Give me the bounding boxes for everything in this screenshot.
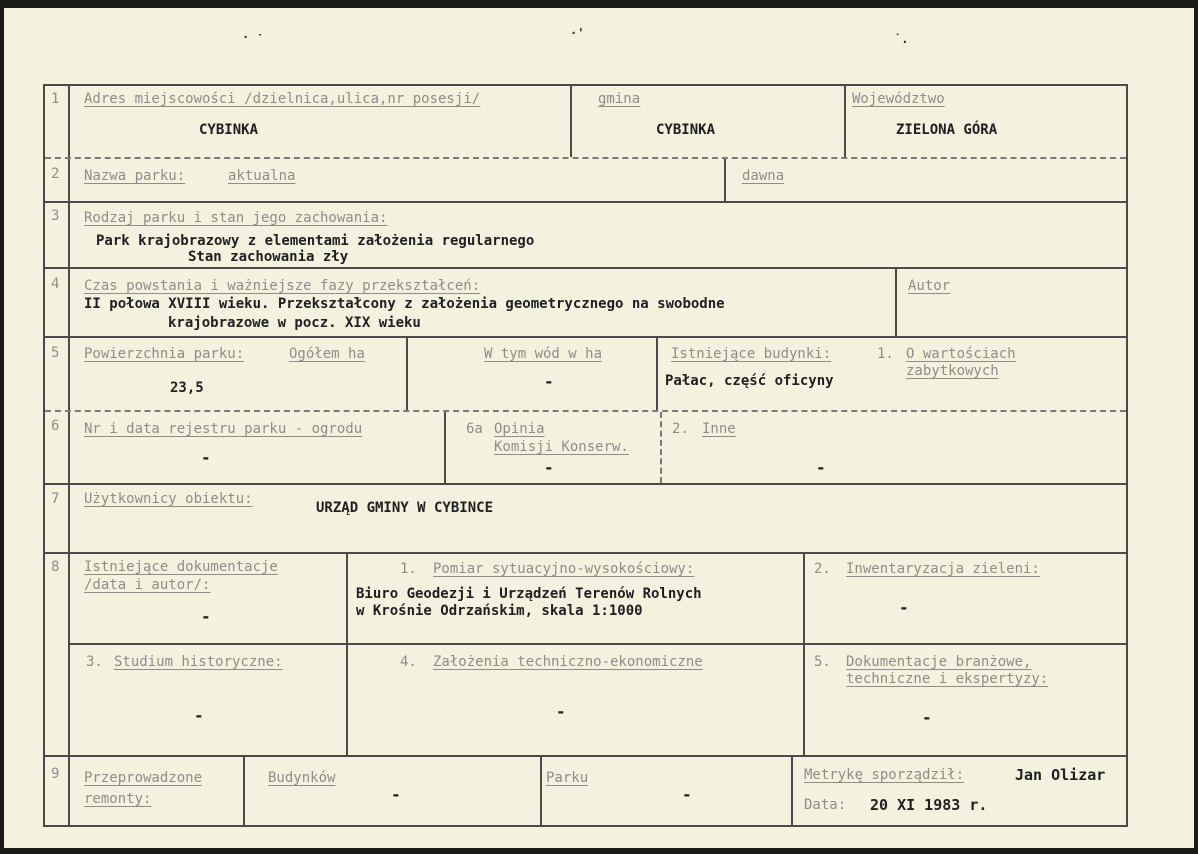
cell-divider [243, 757, 245, 825]
repairs-label: Przeprowadzone [84, 770, 203, 786]
park-type-value: Park krajobrazowy z elementami założenia regularnego [96, 233, 535, 249]
record-date-value: 20 XI 1983 r. [870, 796, 988, 814]
number-column-line [68, 84, 70, 827]
history-prefix: 3. [86, 654, 103, 670]
documentation-label-2: /data i autor/: [84, 577, 211, 593]
survey-value-line2: w Krośnie Odrzańskim, skala 1:1000 [356, 603, 643, 619]
park-type-label: Rodzaj parku i stan jego zachowania: [84, 210, 388, 226]
voivodeship-label: Województwo [852, 91, 945, 107]
repairs-park-value: - [682, 785, 692, 804]
buildings-value: Pałac, część oficyny [665, 373, 834, 389]
greenery-prefix: 2. [814, 561, 831, 577]
paper-speck: · ˑ [242, 30, 264, 44]
register-label: Nr i data rejestru parku - ogrodu [84, 421, 363, 437]
address-label: Adres miejscowości /dzielnica,ulica,nr posesji/ [84, 91, 481, 107]
row-separator [45, 201, 1126, 203]
cell-divider [844, 86, 846, 157]
water-area-label: W tym wód w ha [484, 346, 603, 362]
row-separator [45, 336, 1126, 338]
repairs-buildings-value: - [391, 785, 401, 804]
row-number: 1 [51, 91, 60, 107]
row-number: 4 [51, 276, 60, 292]
row-separator [45, 410, 1126, 412]
frame-bottom-line [43, 825, 1128, 827]
paper-speck: ˙. [894, 32, 909, 46]
cell-divider [406, 338, 408, 410]
opinion-label: Opinia [494, 421, 545, 437]
greenery-value: - [899, 598, 909, 617]
cell-divider [570, 86, 572, 157]
row-number: 2 [51, 166, 60, 182]
row-separator [45, 483, 1126, 485]
gmina-value: CYBINKA [656, 122, 716, 138]
greenery-label: Inwentaryzacja zieleni: [846, 561, 1040, 577]
survey-prefix: 1. [400, 561, 417, 577]
record-author-label: Metrykę sporządził: [804, 767, 965, 783]
tech-label: Założenia techniczno-ekonomiczne [433, 654, 703, 670]
history-label: Studium historyczne: [114, 654, 283, 670]
register-value: - [201, 448, 211, 467]
row-number: 5 [51, 345, 60, 361]
documentation-label: Istniejące dokumentacje [84, 559, 278, 575]
buildings-historic-label-2: zabytkowych [906, 363, 999, 379]
row-separator [70, 643, 1126, 645]
origin-value-line1: II połowa XVIII wieku. Przekształcony z założenia geometrycznego na swobodne [84, 296, 725, 312]
opinion-prefix: 6a [466, 421, 483, 437]
cell-divider [656, 338, 658, 410]
history-value: - [194, 706, 204, 725]
branch-value: - [922, 708, 932, 727]
park-name-current-label: aktualna [228, 168, 296, 184]
documentation-value: - [201, 607, 211, 626]
survey-value-line1: Biuro Geodezji i Urządzeń Terenów Rolnych [356, 586, 702, 602]
cell-divider [791, 757, 793, 825]
row-number: 8 [51, 559, 60, 575]
other-label: Inne [702, 421, 736, 437]
paper-speck: ·' [570, 26, 585, 40]
area-label: Powierzchnia parku: [84, 346, 245, 362]
opinion-label-2: Komisji Konserw. [494, 439, 629, 455]
cell-divider [540, 757, 542, 825]
voivodeship-value: ZIELONA GÓRA [896, 122, 998, 138]
cell-divider [895, 269, 897, 336]
frame-top-line [43, 84, 1128, 86]
branch-label-2: techniczne i ekspertyzy: [846, 671, 1049, 687]
cell-divider [346, 554, 348, 755]
park-record-card [4, 8, 1194, 848]
other-prefix: 2. [672, 421, 689, 437]
survey-label: Pomiar sytuacyjno-wysokościowy: [433, 561, 695, 577]
area-total-value: 23,5 [170, 380, 204, 396]
record-author-value: Jan Olizar [1015, 766, 1106, 784]
water-area-value: - [544, 372, 554, 391]
origin-value-line2: krajobrazowe w pocz. XIX wieku [168, 315, 421, 331]
cell-divider [444, 412, 446, 483]
repairs-park-label: Parku [546, 770, 589, 786]
other-value: - [816, 458, 826, 477]
row-separator [45, 552, 1126, 554]
row-number: 3 [51, 208, 60, 224]
branch-prefix: 5. [814, 654, 831, 670]
opinion-value: - [544, 458, 554, 477]
buildings-historic-label: O wartościach [906, 346, 1016, 362]
area-total-label: Ogółem ha [289, 346, 365, 362]
record-date-label: Data: [804, 797, 847, 813]
park-name-label: Nazwa parku: [84, 168, 186, 184]
repairs-buildings-label: Budynków [268, 770, 336, 786]
gmina-label: gmina [598, 91, 641, 107]
park-name-former-label: dawna [742, 168, 785, 184]
row-separator [45, 755, 1126, 757]
park-condition-value: Stan zachowania zły [188, 249, 349, 265]
row-number: 9 [51, 766, 60, 782]
buildings-label: Istniejące budynki: [671, 346, 832, 362]
author-label: Autor [908, 278, 951, 294]
row-separator [45, 157, 1126, 159]
tech-value: - [556, 702, 566, 721]
cell-divider [803, 554, 805, 755]
branch-label: Dokumentacje branżowe, [846, 654, 1032, 670]
address-value: CYBINKA [199, 122, 259, 138]
buildings-sub-number: 1. [877, 346, 894, 362]
repairs-label-2: remonty: [84, 791, 152, 807]
row-separator [45, 267, 1126, 269]
frame-left-line [43, 84, 45, 827]
users-label: Użytkownicy obiektu: [84, 491, 253, 507]
row-number: 6 [51, 418, 60, 434]
tech-prefix: 4. [400, 654, 417, 670]
row-number: 7 [51, 491, 60, 507]
users-value: URZĄD GMINY W CYBINCE [316, 500, 494, 516]
cell-divider [724, 159, 726, 201]
origin-label: Czas powstania i ważniejsze fazy przekształceń: [84, 278, 481, 294]
cell-divider [660, 412, 662, 483]
frame-right-line [1126, 84, 1128, 827]
